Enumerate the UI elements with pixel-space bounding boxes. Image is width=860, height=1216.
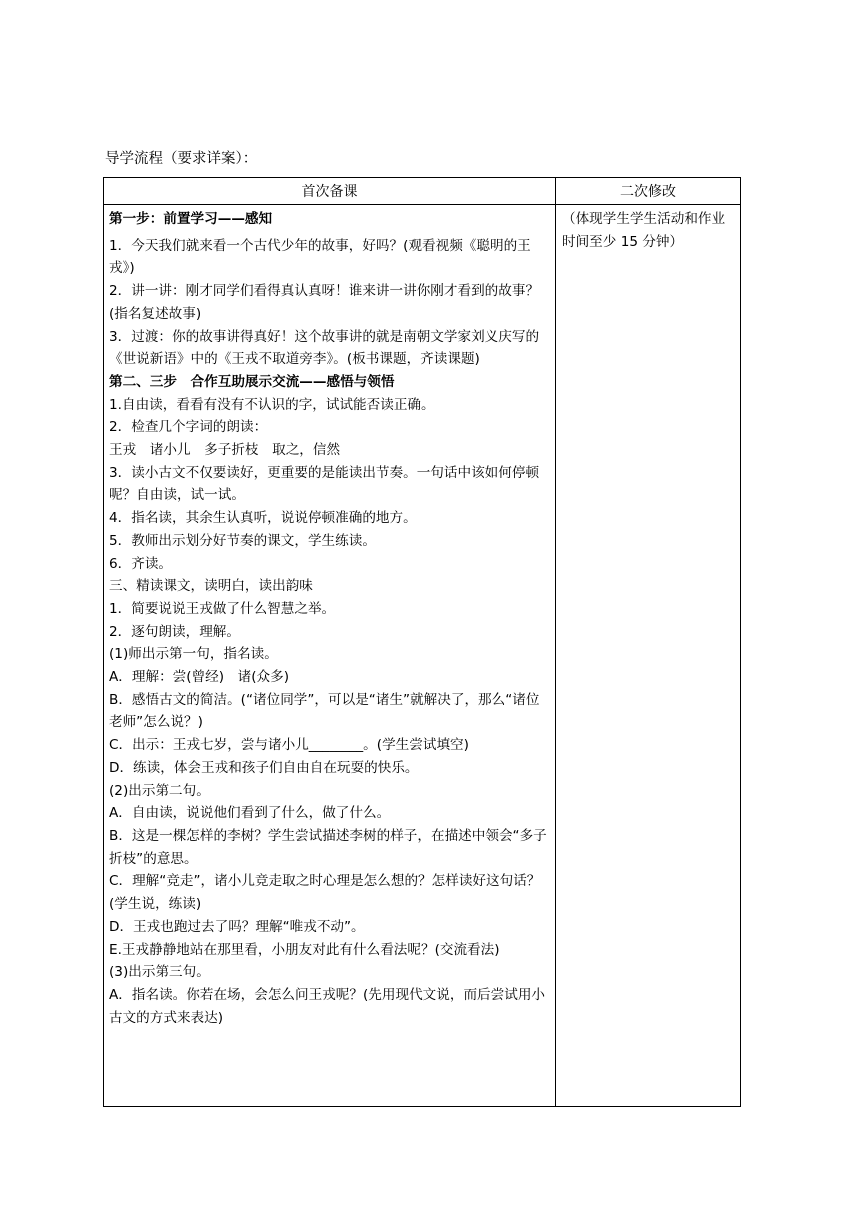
content-line: 4．指名读，其余生认真听，说说停顿准确的地方。 — [109, 510, 417, 527]
content-line: 王戎 诸小儿 多子折枝 取之，信然 — [109, 442, 341, 459]
page-heading: 导学流程（要求详案）： — [105, 151, 258, 167]
content-line: A．理解：尝(曾经) 诸(众多) — [109, 669, 290, 686]
content-line: 2．检查几个字词的朗读： — [109, 419, 268, 436]
first-draft-header: 首次备课 — [104, 178, 556, 205]
content-line: 3．读小古文不仅要读好，更重要的是能读出节奏。一句话中该如何停顿呢？自由读，试一试。 — [109, 464, 540, 504]
revision-content — [556, 205, 741, 1107]
content-line: B．感悟古文的简洁。(“诸位同学”，可以是“诸生”就解决了，那么“诸位老师”怎么说？) — [109, 691, 540, 731]
table-body-row — [104, 205, 741, 1107]
content-line: 5．教师出示划分好节奏的课文，学生练读。 — [109, 532, 376, 549]
content-line: (1)师出示第一句，指名读。 — [109, 646, 278, 663]
content-line: B．这是一棵怎样的李树？学生尝试描述李树的样子，在描述中领会“多子折枝”的意思。 — [109, 827, 547, 867]
content-line: 1．简要说说王戎做了什么智慧之举。 — [109, 600, 336, 617]
content-line: 6．齐读。 — [109, 555, 173, 572]
section-heading: 第一步：前置学习——感知 — [109, 211, 273, 227]
content-line: (3)出示第三句。 — [109, 964, 210, 981]
revision-header: 二次修改 — [556, 178, 741, 205]
revision-note: （体现学生学生活动和作业时间至少 15 分钟） — [562, 211, 726, 250]
content-line: C．理解“竞走”，诸小儿竞走取之时心理是怎么想的？怎样读好这句话？(学生说，练读) — [109, 873, 541, 913]
lesson-plan-table — [103, 177, 741, 1107]
content-line: A．自由读，说说他们看到了什么，做了什么。 — [109, 805, 391, 822]
content-line: E.王戎静静地站在那里看，小朋友对此有什么看法呢？(交流看法) — [109, 941, 500, 958]
content-line: 1．今天我们就来看一个古代少年的故事，好吗？(观看视频《聪明的王戎》) — [109, 237, 531, 277]
content-line: 1.自由读，看看有没有不认识的字，试试能否读正确。 — [109, 396, 435, 413]
content-line: 2．讲一讲：刚才同学们看得真认真呀！谁来讲一讲你刚才看到的故事？(指名复述故事) — [109, 283, 540, 322]
table-header-row — [104, 178, 741, 205]
content-line: D．王戎也跑过去了吗？理解“唯戎不动”。 — [109, 918, 365, 935]
content-line: C．出示：王戎七岁，尝与诸小儿________。(学生尝试填空) — [109, 737, 469, 754]
content-line: A．指名读。你若在场，会怎么问王戎呢？(先用现代文说，而后尝试用小古文的方式来表达) — [109, 986, 546, 1026]
content-line: 三、精读课文，读明白，读出韵味 — [109, 578, 313, 595]
first-draft-content — [104, 205, 556, 1107]
content-line: 3．过渡：你的故事讲得真好！这个故事讲的就是南朝文学家刘义庆写的《世说新语》中的《王戎不取道旁李》。(板书课题，齐读课题) — [109, 328, 540, 368]
content-line: D．练读，体会王戎和孩子们自由自在玩耍的快乐。 — [109, 759, 419, 776]
section-heading: 第二、三步 合作互助展示交流——感悟与领悟 — [109, 373, 395, 390]
content-line: 2．逐句朗读，理解。 — [109, 623, 240, 640]
content-line: (2)出示第二句。 — [109, 782, 210, 799]
